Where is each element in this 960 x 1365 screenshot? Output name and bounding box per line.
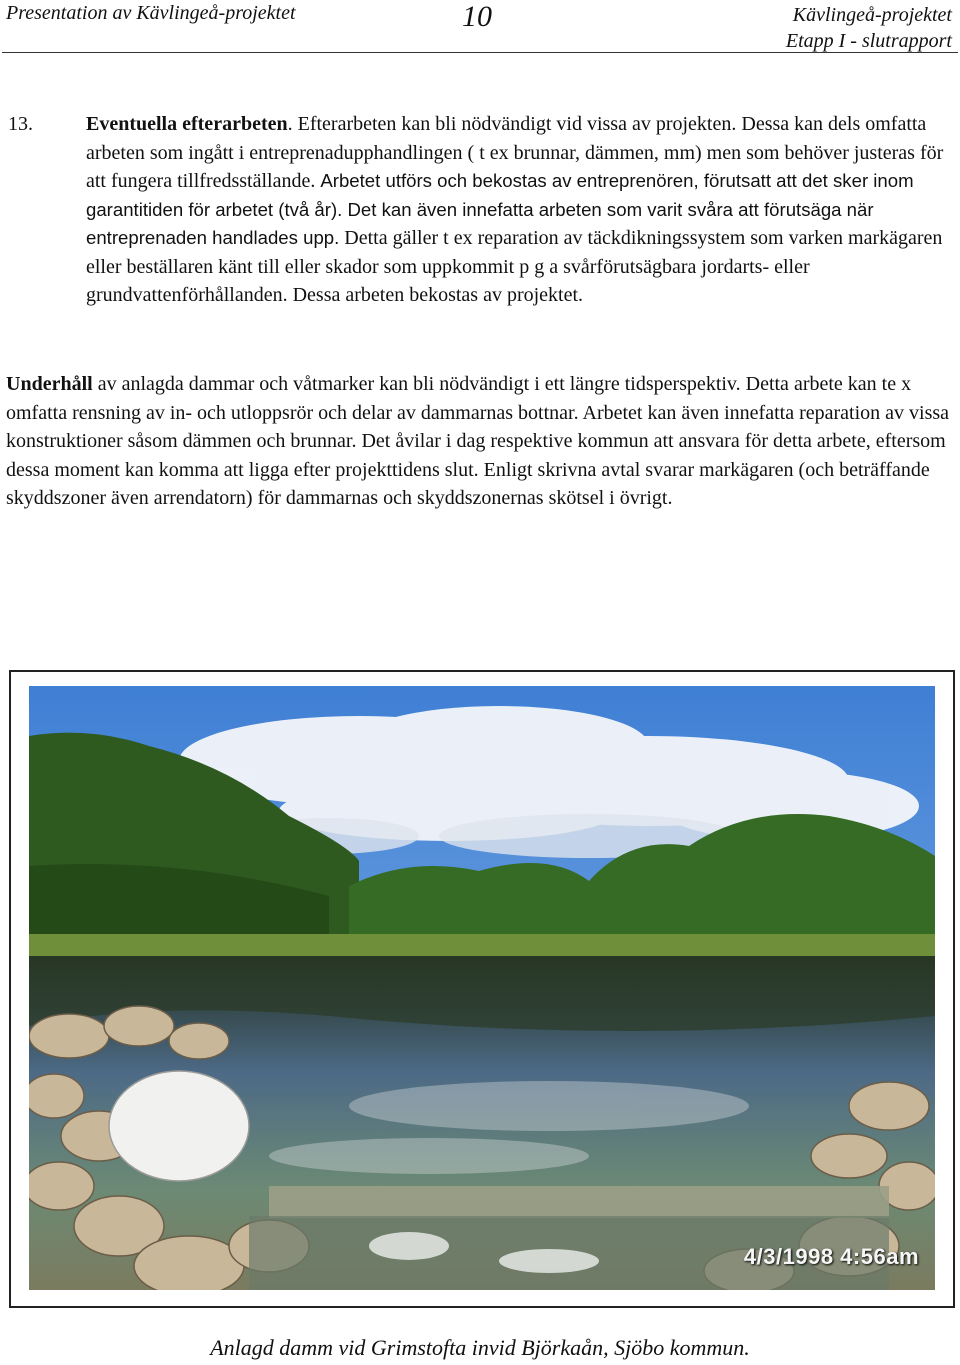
maintenance-paragraph xyxy=(6,370,952,513)
photo-frame xyxy=(9,670,955,1308)
section-heading: Eventuella efterarbeten xyxy=(86,113,288,135)
section-text-part3: Detta gäller t ex reparation av täckdikningssystem som varken markägaren eller beställaren känt till eller skador som uppkommit p g a svårförutsägbara jordarts- eller grundvattenförhållanden. Dessa arbeten bekostas av projektet. xyxy=(86,227,943,306)
photo-caption: Anlagd damm vid Grimstofta invid Björkaån, Sjöbo kommun. xyxy=(210,1335,750,1360)
section-text-part1: . Efterarbeten kan bli nödvändigt vid vissa av projekten. Dessa kan dels omfatta arbeten som ingått i entreprenadupphandlingen ( t ex brunnar, dämmen, mm) men som behöver justeras för att fungera tillfredsställande. xyxy=(86,113,944,192)
photo-timestamp: 4/3/1998 4:56am xyxy=(743,1244,919,1269)
header-report-subtitle: Etapp I - slutrapport xyxy=(785,30,952,52)
page-number: 10 xyxy=(462,0,492,33)
header-divider xyxy=(2,52,958,53)
page-header xyxy=(0,0,960,60)
section-number: 13. xyxy=(8,113,33,135)
pond-landscape-image xyxy=(29,686,935,1290)
maintenance-text: av anlagda dammar och våtmarker kan bli nödvändigt i ett längre tidsperspektiv. Detta arbete kan te x omfatta rensning av in- och utloppsrör och delar av dammarnas bottnar. Arbetet kan även innefatta reparation av vissa konstruktioner såsom dämmen och brunnar. Det åvilar i dag respektive kommun att ansvara för detta arbete, eftersom dessa moment kan komma att ligga efter projekttidens slut. Enligt skrivna avtal svarar markägaren (och beträffande skyddszoner även arrendatorn) för dammarnas och skyddszonernas skötsel i övrigt. xyxy=(6,373,950,509)
header-project-name: Kävlingeå-projektet xyxy=(792,4,952,26)
pond-photo xyxy=(29,686,935,1290)
section-text-part2: Arbetet utförs och bekostas av entreprenören, förutsatt att det sker inom garantitiden för arbetet (två år). Det kan även innefatta arbeten som varit svåra att förutsäga när entreprenaden handlades upp. xyxy=(86,170,914,248)
section-13 xyxy=(8,110,952,310)
header-report-title xyxy=(786,2,952,54)
section-13-paragraph xyxy=(86,110,952,310)
maintenance-heading: Underhåll xyxy=(6,373,93,395)
header-document-title: Presentation av Kävlingeå-projektet xyxy=(6,2,296,24)
